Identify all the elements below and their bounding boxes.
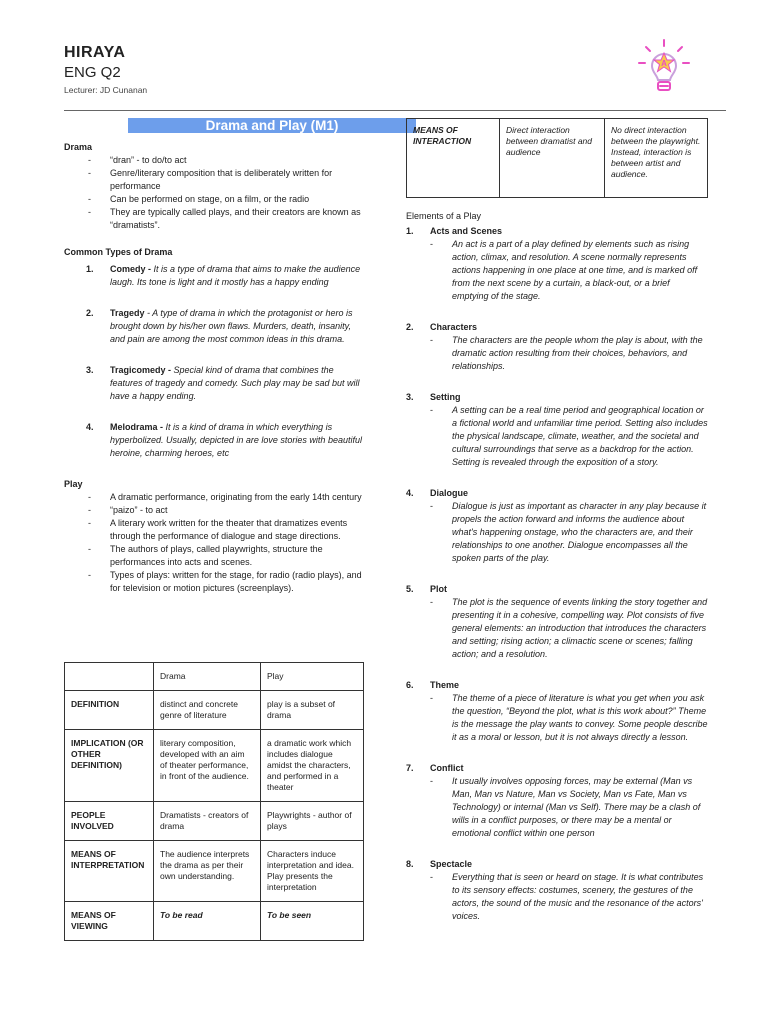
list-item: - “dran” - to do/to act [64,154,368,167]
list-item: - The authors of plays, called playwrights, structure the performances into acts and scenes. [64,543,368,569]
row-label: MEANS OF INTERPRETATION [65,841,154,902]
item-number: 2. [406,322,414,332]
element-description: - The plot is the sequence of events linking the story together and presenting it in a cohesive, compelling way. Plot consists of five general elements: an introduction that introduces the characters and setting; rising action; a climactic scene or scenes; falling action; and a resolution. [406,596,708,661]
table-cell: play is a subset of drama [261,691,364,730]
svg-text:A: A [661,59,667,68]
element-description: - A setting can be a real time period and geographical location or a fictional world and unfamiliar time period. Setting also includes the physical landscape, climate, weather, and the societal and cultural surroundings that serve as a backdrop for the action. Setting is revealed through the exposition of a story. [406,404,708,469]
table-row [65,691,364,730]
item-number: 4. [406,488,414,498]
subject-title: ENG Q2 [64,64,121,81]
table-header-row [65,663,364,691]
header-divider [64,110,726,111]
table-cell: Direct interaction between dramatist and audience [500,119,605,198]
element-item [406,858,708,923]
lightbulb-star-logo-icon [636,38,692,98]
row-label: PEOPLE INVOLVED [65,802,154,841]
item-number: 3. [406,392,414,402]
type-description: - A type of drama in which the protagonist or hero is brought down by his/her own flaws. Murders, death, insanity, and pain are among the most common ideas in this drama. [110,308,353,344]
page-header [64,44,147,95]
element-description: - Everything that is seen or heard on stage. It is what contributes to its sensory effects: costumes, scenery, the gestures of the actors, the sound of the music and the resonance of the actors' voices. [406,871,708,923]
element-description: - Dialogue is just as important as character in any play because it propels the action forward and informs the audience about what's happening onstage, who the characters are, and their relationships to one another. Dialogue encompasses all the spoken parts of the play. [406,500,708,565]
table-cell: To be read [154,902,261,941]
element-name: Setting [430,392,461,402]
element-name: Spectacle [430,859,473,869]
list-item: - Can be performed on stage, on a film, or the radio [64,193,368,206]
element-description: - An act is a part of a play defined by elements such as rising action, climax, and resolution. A scene normally represents actions happening in one place at one time, and is marked off from the next scene by a curtain, a black-out, or a brief emptying of the stage. [406,238,708,303]
drama-list [64,154,368,232]
item-number: 8. [406,859,414,869]
row-label: MEANS OF VIEWING [65,902,154,941]
type-description: Special kind of drama that combines the features of tragedy and comedy. Such play may be sad but will have a happy ending. [110,365,360,401]
table-row [65,802,364,841]
type-name: Melodrama - [110,422,166,432]
element-item [406,583,708,661]
list-item: - Types of plays: written for the stage, for radio (radio plays), and for television or motion pictures (screenplays). [64,569,368,595]
element-description: - The theme of a piece of literature is what you get when you ask the question, “Beyond the plot, what is this work about?” Theme is the message the play wants to convey. Some people describe it as a moral or lesson, but it is not always directly a lesson. [406,692,708,744]
drama-heading: Drama [64,142,93,152]
table-cell: Dramatists - creators of drama [154,802,261,841]
item-number: 1. [406,226,414,236]
drama-type-item [64,307,368,346]
list-item: - A dramatic performance, originating from the early 14th century [64,491,368,504]
drama-vs-play-table [64,662,364,941]
table-header-drama: Drama [154,663,261,691]
row-label: DEFINITION [65,691,154,730]
type-description: It is a type of drama that aims to make the audience laugh. Its tone is light and it mostly has a happy ending [110,264,361,287]
list-item: - They are typically called plays, and their creators are known as “dramatists”. [64,206,368,232]
element-name: Conflict [430,763,464,773]
element-name: Plot [430,584,447,594]
element-item [406,321,708,373]
element-item [406,391,708,469]
table-row [65,730,364,802]
list-item: - A literary work written for the theater that dramatizes events through the performance of dialogue and stage directions. [64,517,368,543]
brand-title: HIRAYA [64,44,126,61]
element-description: - The characters are the people whom the play is about, with the dramatic action resulting from their choices, behaviors, and relationships. [406,334,708,373]
type-name: Tragicomedy - [110,365,174,375]
list-item: - Genre/literary composition that is deliberately written for performance [64,167,368,193]
drama-type-item [64,421,368,460]
item-number: 4. [86,422,94,432]
element-item [406,762,708,840]
element-name: Characters [430,322,478,332]
item-number: 2. [86,308,94,318]
type-description: It is a kind of drama in which everything is hyperbolized. Usually, depicted in are love stories with beautiful heroine, charming heroes, etc [110,422,362,458]
type-name: Comedy - [110,264,154,274]
element-name: Dialogue [430,488,469,498]
lecturer-line: Lecturer: JD Cunanan [64,85,148,95]
table-header-play: Play [261,663,364,691]
types-heading: Common Types of Drama [64,247,173,257]
table-row [65,902,364,941]
row-label: MEANS OF INTERACTION [407,119,500,198]
means-of-interaction-table [406,118,708,198]
element-description: - It usually involves opposing forces, may be external (Man vs Man, Man vs Nature, Man vs Society, Man vs Fate, Man vs Technology) or internal (Man vs Self). There may be a clash of wills in a conflict purposes, or there may be a mental or emotional conflict within one person [406,775,708,840]
item-number: 7. [406,763,414,773]
drama-type-item [64,263,368,289]
right-column [406,118,708,923]
drama-type-item [64,364,368,403]
list-item: - “paizo” - to act [64,504,368,517]
play-heading: Play [64,479,83,489]
table-cell: The audience interprets the drama as per their own understanding. [154,841,261,902]
play-list [64,491,368,595]
elements-heading: Elements of a Play [406,211,482,221]
table-cell: literary composition, developed with an aim of theater performance, in front of the audience. [154,730,261,802]
element-item [406,679,708,744]
left-column [64,118,368,595]
table-cell: To be seen [261,902,364,941]
item-number: 1. [86,264,94,274]
type-name: Tragedy [110,308,145,318]
element-item [406,225,708,303]
element-name: Acts and Scenes [430,226,503,236]
table-cell: Characters induce interpretation and idea. Play presents the interpretation [261,841,364,902]
element-name: Theme [430,680,460,690]
element-item [406,487,708,565]
table-cell: Playwrights - author of plays [261,802,364,841]
item-number: 5. [406,584,414,594]
table-cell: a dramatic work which includes dialogue amidst the characters, and performed in a theater [261,730,364,802]
item-number: 3. [86,365,94,375]
table-cell [65,663,154,691]
row-label: IMPLICATION (OR OTHER DEFINITION) [65,730,154,802]
table-row [65,841,364,902]
table-row [407,119,708,198]
section-banner: Drama and Play (M1) [128,118,416,133]
table-cell: No direct interaction between the playwright. Instead, interaction is between artist and audience. [605,119,708,198]
item-number: 6. [406,680,414,690]
table-cell: distinct and concrete genre of literature [154,691,261,730]
